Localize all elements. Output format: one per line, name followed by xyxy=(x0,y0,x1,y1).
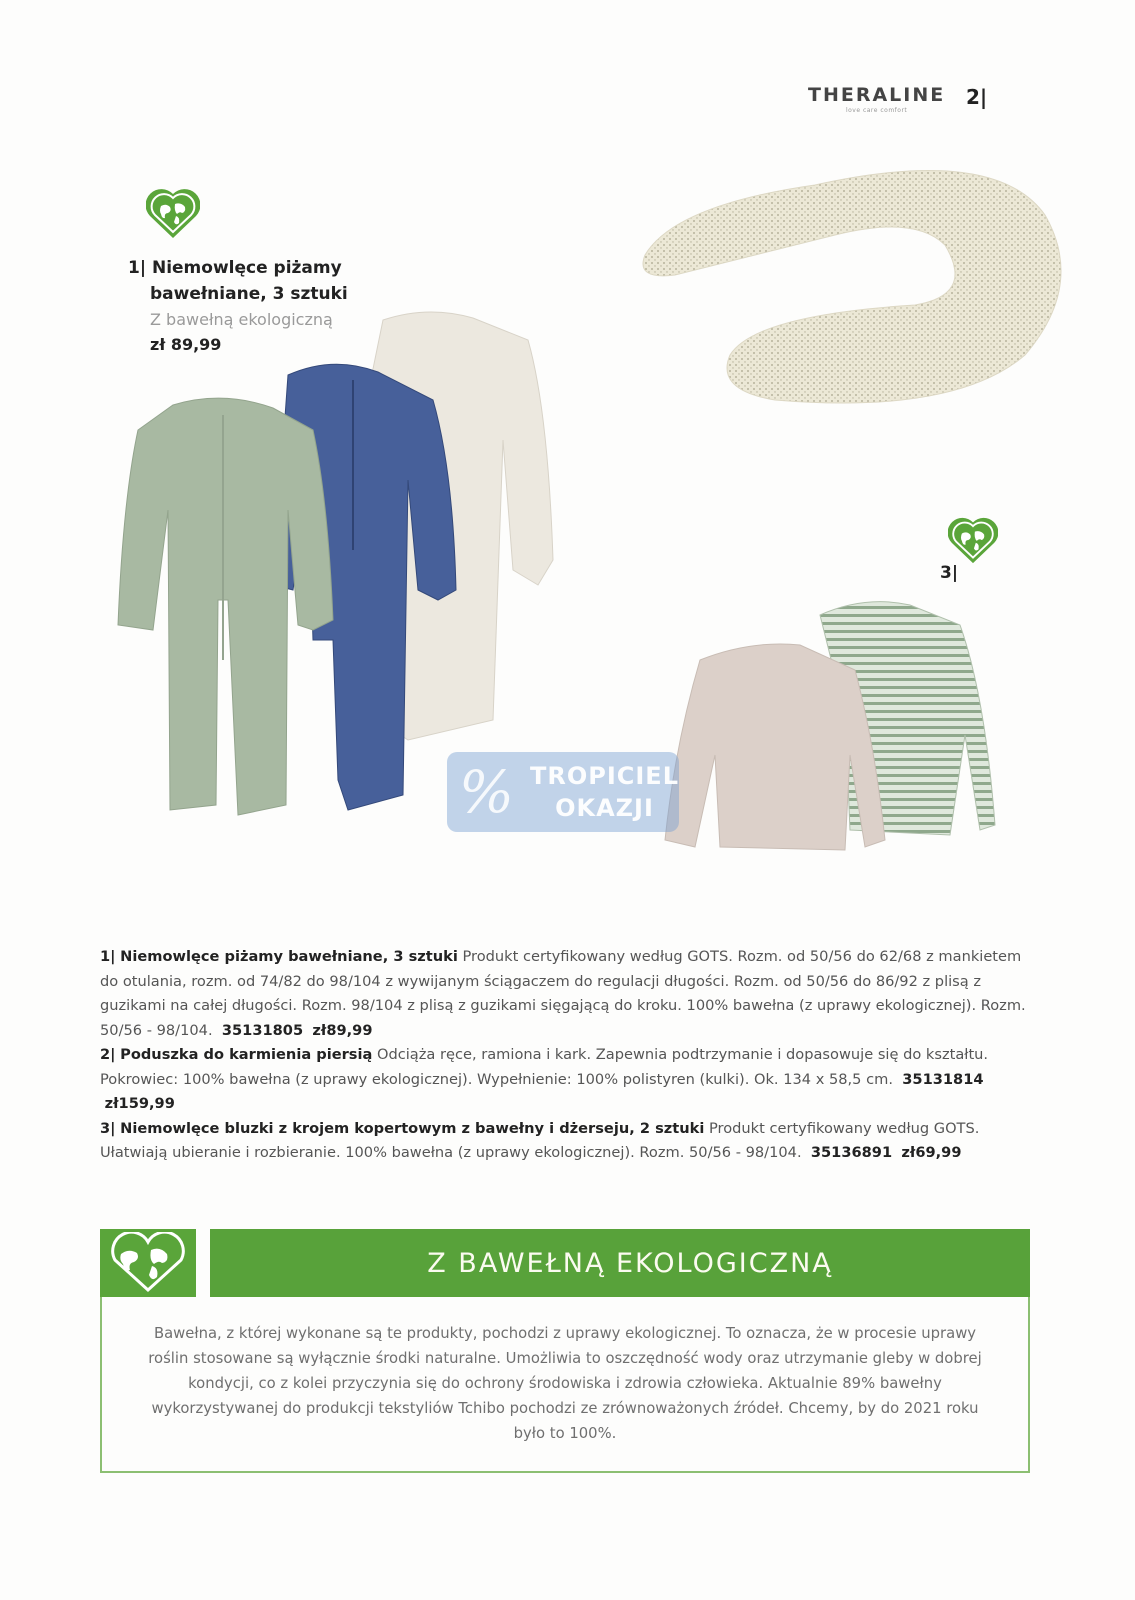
product-price: zł89,99 xyxy=(312,1021,373,1039)
page-number: 2| xyxy=(966,85,988,109)
product-detail-3 xyxy=(100,1117,1030,1166)
watermark-tropiciel-okazji xyxy=(447,752,679,832)
hero-number: 1| xyxy=(128,258,147,278)
product-details xyxy=(100,945,1030,1166)
product-description: Produkt certyfikowany według GOTS. Rozm. od 50/56 do 62/68 z mankietem do otulania, rozm. od 74/82 do 98/104 z wywijanym ściągaczem do regulacji długości. Rozm. od 50/56 do 86/92 z plisą z guzikami na całej długości. Rozm. 98/104 z plisą z guzikami sięgającą do kroku. 100% bawełna (z uprawy ekologicznej). Rozm. 50/56 - 98/104. xyxy=(100,948,1026,1039)
product-name: Niemowlęce bluzki z krojem kopertowym z bawełny i dżerseju, 2 sztuki xyxy=(120,1119,705,1137)
hero-subtitle: Z bawełną ekologiczną xyxy=(150,310,333,329)
eco-header xyxy=(210,1229,1030,1297)
product-price: zł159,99 xyxy=(104,1095,175,1112)
product-price: zł69,99 xyxy=(901,1144,962,1161)
product-description: Odciąża ręce, ramiona i kark. Zapewnia podtrzymanie i dopasowuje się do kształtu. Pokrowiec: 100% bawełna (z uprawy ekologicznej). Wypełnienie: 100% polistyren (kulki). Ok. 134 x 58,5 cm. xyxy=(100,1046,989,1088)
eco-cotton-info-box xyxy=(100,1229,1030,1473)
product-code: 35131814 xyxy=(902,1070,984,1088)
watermark-text xyxy=(530,760,679,824)
eco-body-text: Bawełna, z której wykonane są te produkty, pochodzi z uprawy ekologicznej. To oznacza, że w procesie uprawy roślin stosowane są wyłącznie środki naturalne. Umożliwia to oszczędność wody oraz utrzymanie gleby w dobrej kondycji, co z kolei przyczynia się do ochrony środowiska i zdrowia człowieka. Aktualnie 89% bawełny wykorzystywanej do produkcji tekstyliów Tchibo pochodzi ze zrównoważonych źródeł. Chcemy, by do 2021 roku było to 100%. xyxy=(100,1297,1030,1473)
eco-globe-heart-badge-icon xyxy=(146,186,200,240)
brand-tagline: love care comfort xyxy=(845,107,908,114)
item-3-number: 3| xyxy=(940,563,959,583)
product-number: 2| xyxy=(100,1046,116,1063)
product-number: 3| xyxy=(100,1119,116,1137)
brand-logo xyxy=(808,84,945,114)
hero-title-line1: Niemowlęce piżamy xyxy=(151,258,342,278)
eco-icon-box xyxy=(100,1229,196,1297)
hero-price: zł 89,99 xyxy=(150,335,222,354)
baby-wrap-shirts-image xyxy=(650,585,1030,855)
watermark-line1: TROPICIEL xyxy=(529,762,679,790)
percent-icon: % xyxy=(458,758,515,826)
eco-globe-heart-badge-icon xyxy=(948,515,998,565)
product-description: Produkt certyfikowany według GOTS. Ułatwiają ubieranie i rozbieranie. 100% bawełna (z uprawy ekologicznej). Rozm. 50/56 - 98/104. xyxy=(100,1119,980,1161)
product-code: 35131805 xyxy=(221,1021,304,1039)
product-code: 35136891 xyxy=(810,1144,893,1161)
product-detail-1 xyxy=(100,945,1030,1043)
watermark-line2: OKAZJI xyxy=(555,794,654,822)
globe-heart-icon xyxy=(107,1232,189,1294)
hero-title-line2: bawełniane, 3 sztuki xyxy=(150,284,348,304)
product-number: 1| xyxy=(100,948,116,965)
brand-name: THERALINE xyxy=(808,84,946,106)
product-name: Niemowlęce piżamy bawełniane, 3 sztuki xyxy=(120,948,458,965)
nursing-pillow-image xyxy=(615,135,1075,415)
eco-title: Z BAWEŁNĄ EKOLOGICZNĄ xyxy=(427,1247,833,1279)
product-name: Poduszka do karmienia piersią xyxy=(120,1046,373,1063)
product-detail-2 xyxy=(100,1043,1030,1117)
